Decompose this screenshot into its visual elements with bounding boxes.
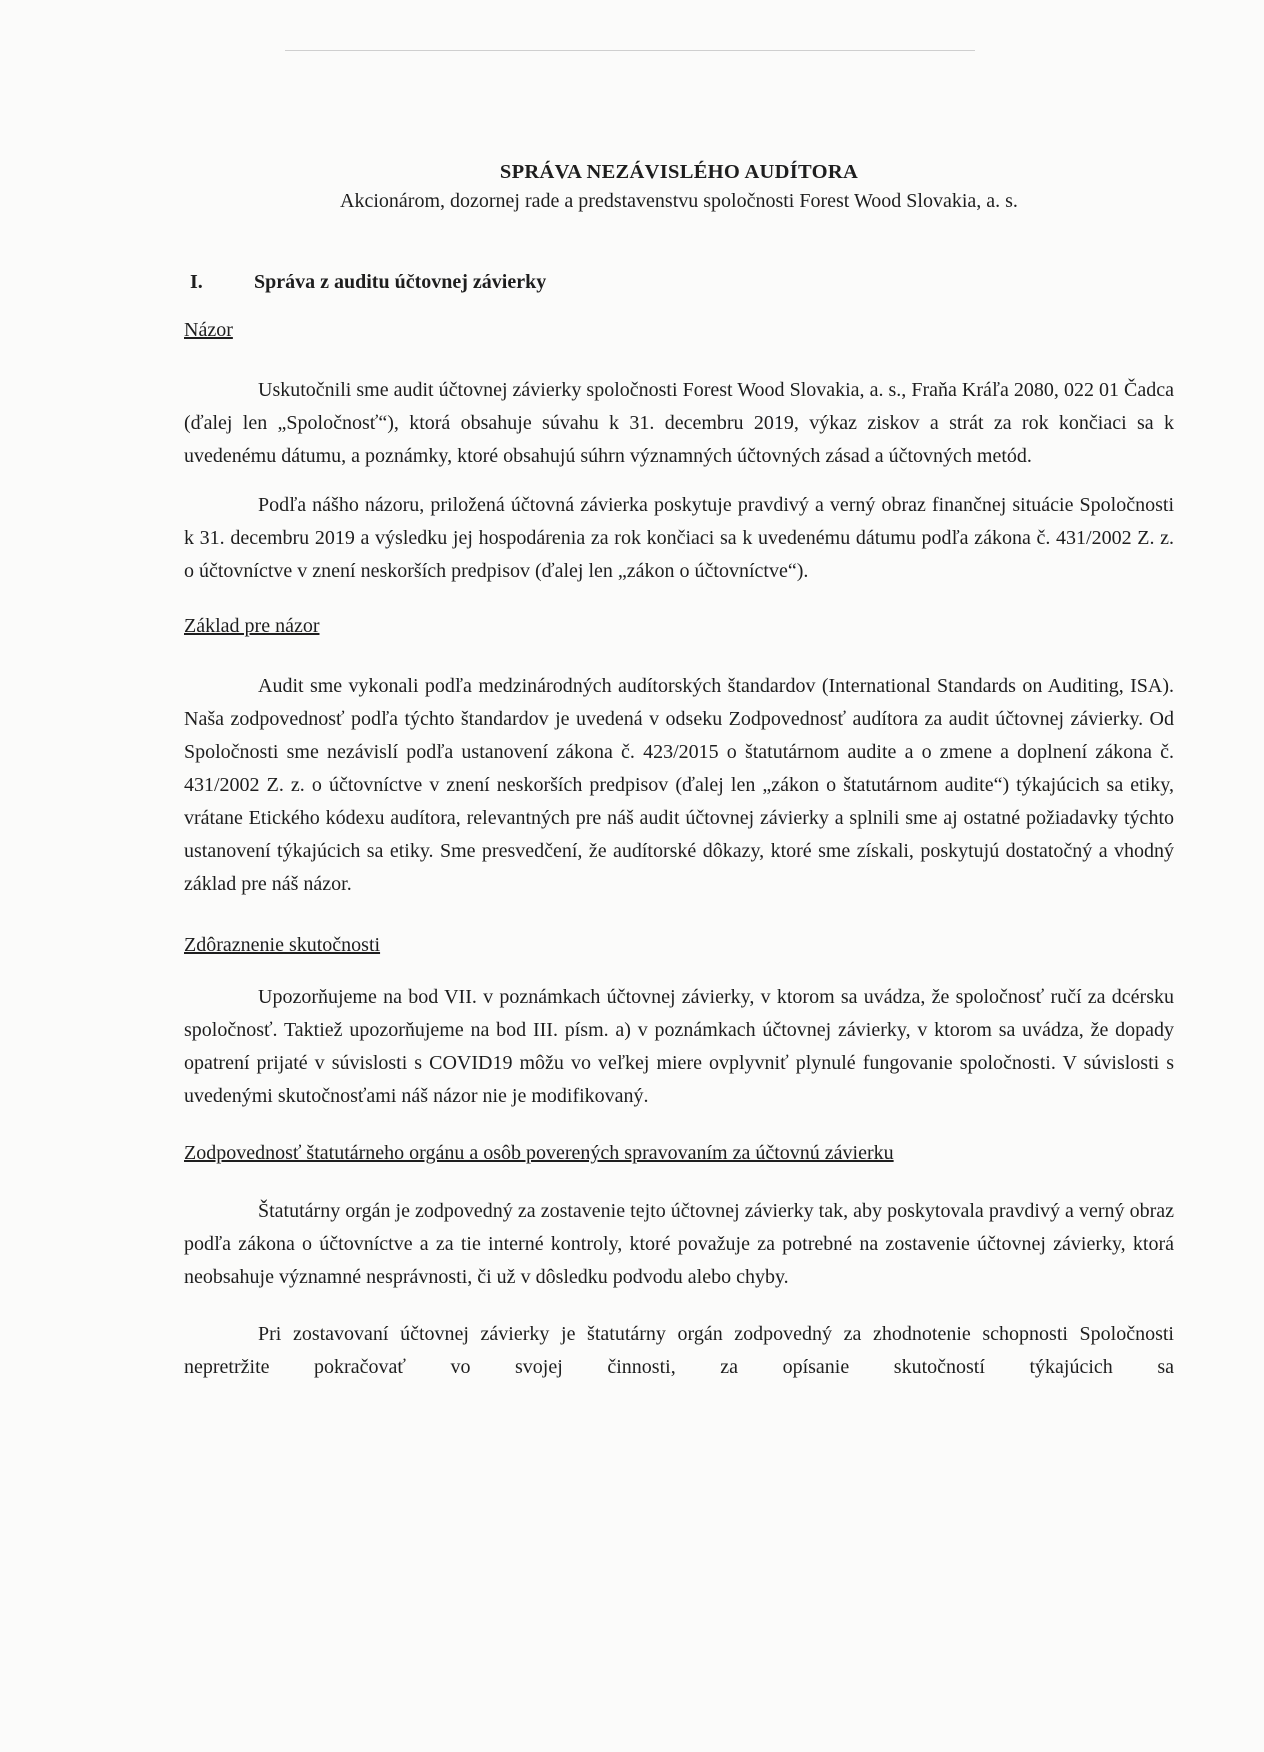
heading-zdoraznenie: Zdôraznenie skutočnosti (184, 934, 381, 956)
document-subtitle: Akcionárom, dozornej rade a predstavenstvu spoločnosti Forest Wood Slovakia, a. s. (340, 190, 1018, 212)
heading-zaklad: Základ pre názor (184, 615, 320, 637)
paragraph-zdoraznenie-1: Upozorňujeme na bod VII. v poznámkach účtovnej závierky, v ktorom sa uvádza, že spoločnosť ručí za dcérsku spoločnosť. Taktiež upozorňujeme na bod III. písm. a) v poznámkach účtovnej závierky, v ktorom sa uvádza, že dopady opatrení prijaté v súvislosti s COVID19 môžu vo veľkej miere ovplyvniť plynulé fungovanie spoločnosti. V súvislosti s uvedenými skutočnosťami náš názor nie je modifikovaný. (184, 986, 1174, 1107)
paragraph-zaklad-1: Audit sme vykonali podľa medzinárodných audítorských štandardov (International Standards on Auditing, ISA). Naša zodpovednosť podľa týchto štandardov je uvedená v odseku Zodpovednosť audítora za audit účtovnej závierky. Od Spoločnosti sme nezávislí podľa ustanovení zákona č. 423/2015 o štatutárnom audite a o zmene a doplnení zákona č. 431/2002 Z. z. o účtovníctve v znení neskorších predpisov (ďalej len „zákon o štatutárnom audite“) týkajúcich sa etiky, vrátane Etického kódexu audítora, relevantných pre náš audit účtovnej závierky a splnili sme aj ostatné požiadavky týchto ustanovení týkajúcich sa etiky. Sme presvedčení, že audítorské dôkazy, ktoré sme získali, poskytujú dostatočný a vhodný základ pre náš názor. (184, 675, 1174, 895)
heading-nazor: Názor (184, 319, 233, 341)
heading-zodpovednost: Zodpovednosť štatutárneho orgánu a osôb poverených spravovaním za účtovnú závierku (184, 1142, 894, 1164)
paragraph-zodpovednost-1: Štatutárny orgán je zodpovedný za zostavenie tejto účtovnej závierky tak, aby poskytovala pravdivý a verný obraz podľa zákona o účtovníctve a za tie interné kontroly, ktoré považuje za potrebné na zostavenie účtovnej závierky, ktorá neobsahuje významné nesprávnosti, či už v dôsledku podvodu alebo chyby. (184, 1200, 1174, 1288)
document-title: SPRÁVA NEZÁVISLÉHO AUDÍTORA (499, 161, 859, 183)
document-content (184, 158, 1174, 1384)
paragraph-nazor-2: Podľa nášho názoru, priložená účtovná závierka poskytuje pravdivý a verný obraz finančnej situácie Spoločnosti k 31. decembru 2019 a výsledku jej hospodárenia za rok končiaci sa k uvedenému dátumu podľa zákona č. 431/2002 Z. z. o účtovníctve v znení neskorších predpisov (ďalej len „zákon o účtovníctve“). (184, 494, 1174, 582)
paragraph-zodpovednost-2: Pri zostavovaní účtovnej závierky je štatutárny orgán zodpovedný za zhodnotenie schopnosti Spoločnosti nepretržite pokračovať vo svojej činnosti, za opísanie skutočností týkajúcich sa (184, 1323, 1174, 1378)
section-title: Správa z auditu účtovnej závierky (254, 271, 547, 293)
scan-artifact-line (285, 50, 975, 51)
section-number: I. (190, 271, 203, 293)
section-heading (184, 268, 1174, 296)
paragraph-nazor-1: Uskutočnili sme audit účtovnej závierky spoločnosti Forest Wood Slovakia, a. s., Fraňa Kráľa 2080, 022 01 Čadca (ďalej len „Spoločnosť“), ktorá obsahuje súvahu k 31. decembru 2019, výkaz ziskov a strát za rok končiaci sa k uvedenému dátumu, a poznámky, ktoré obsahujú súhrn významných účtovných zásad a účtovných metód. (184, 379, 1174, 467)
